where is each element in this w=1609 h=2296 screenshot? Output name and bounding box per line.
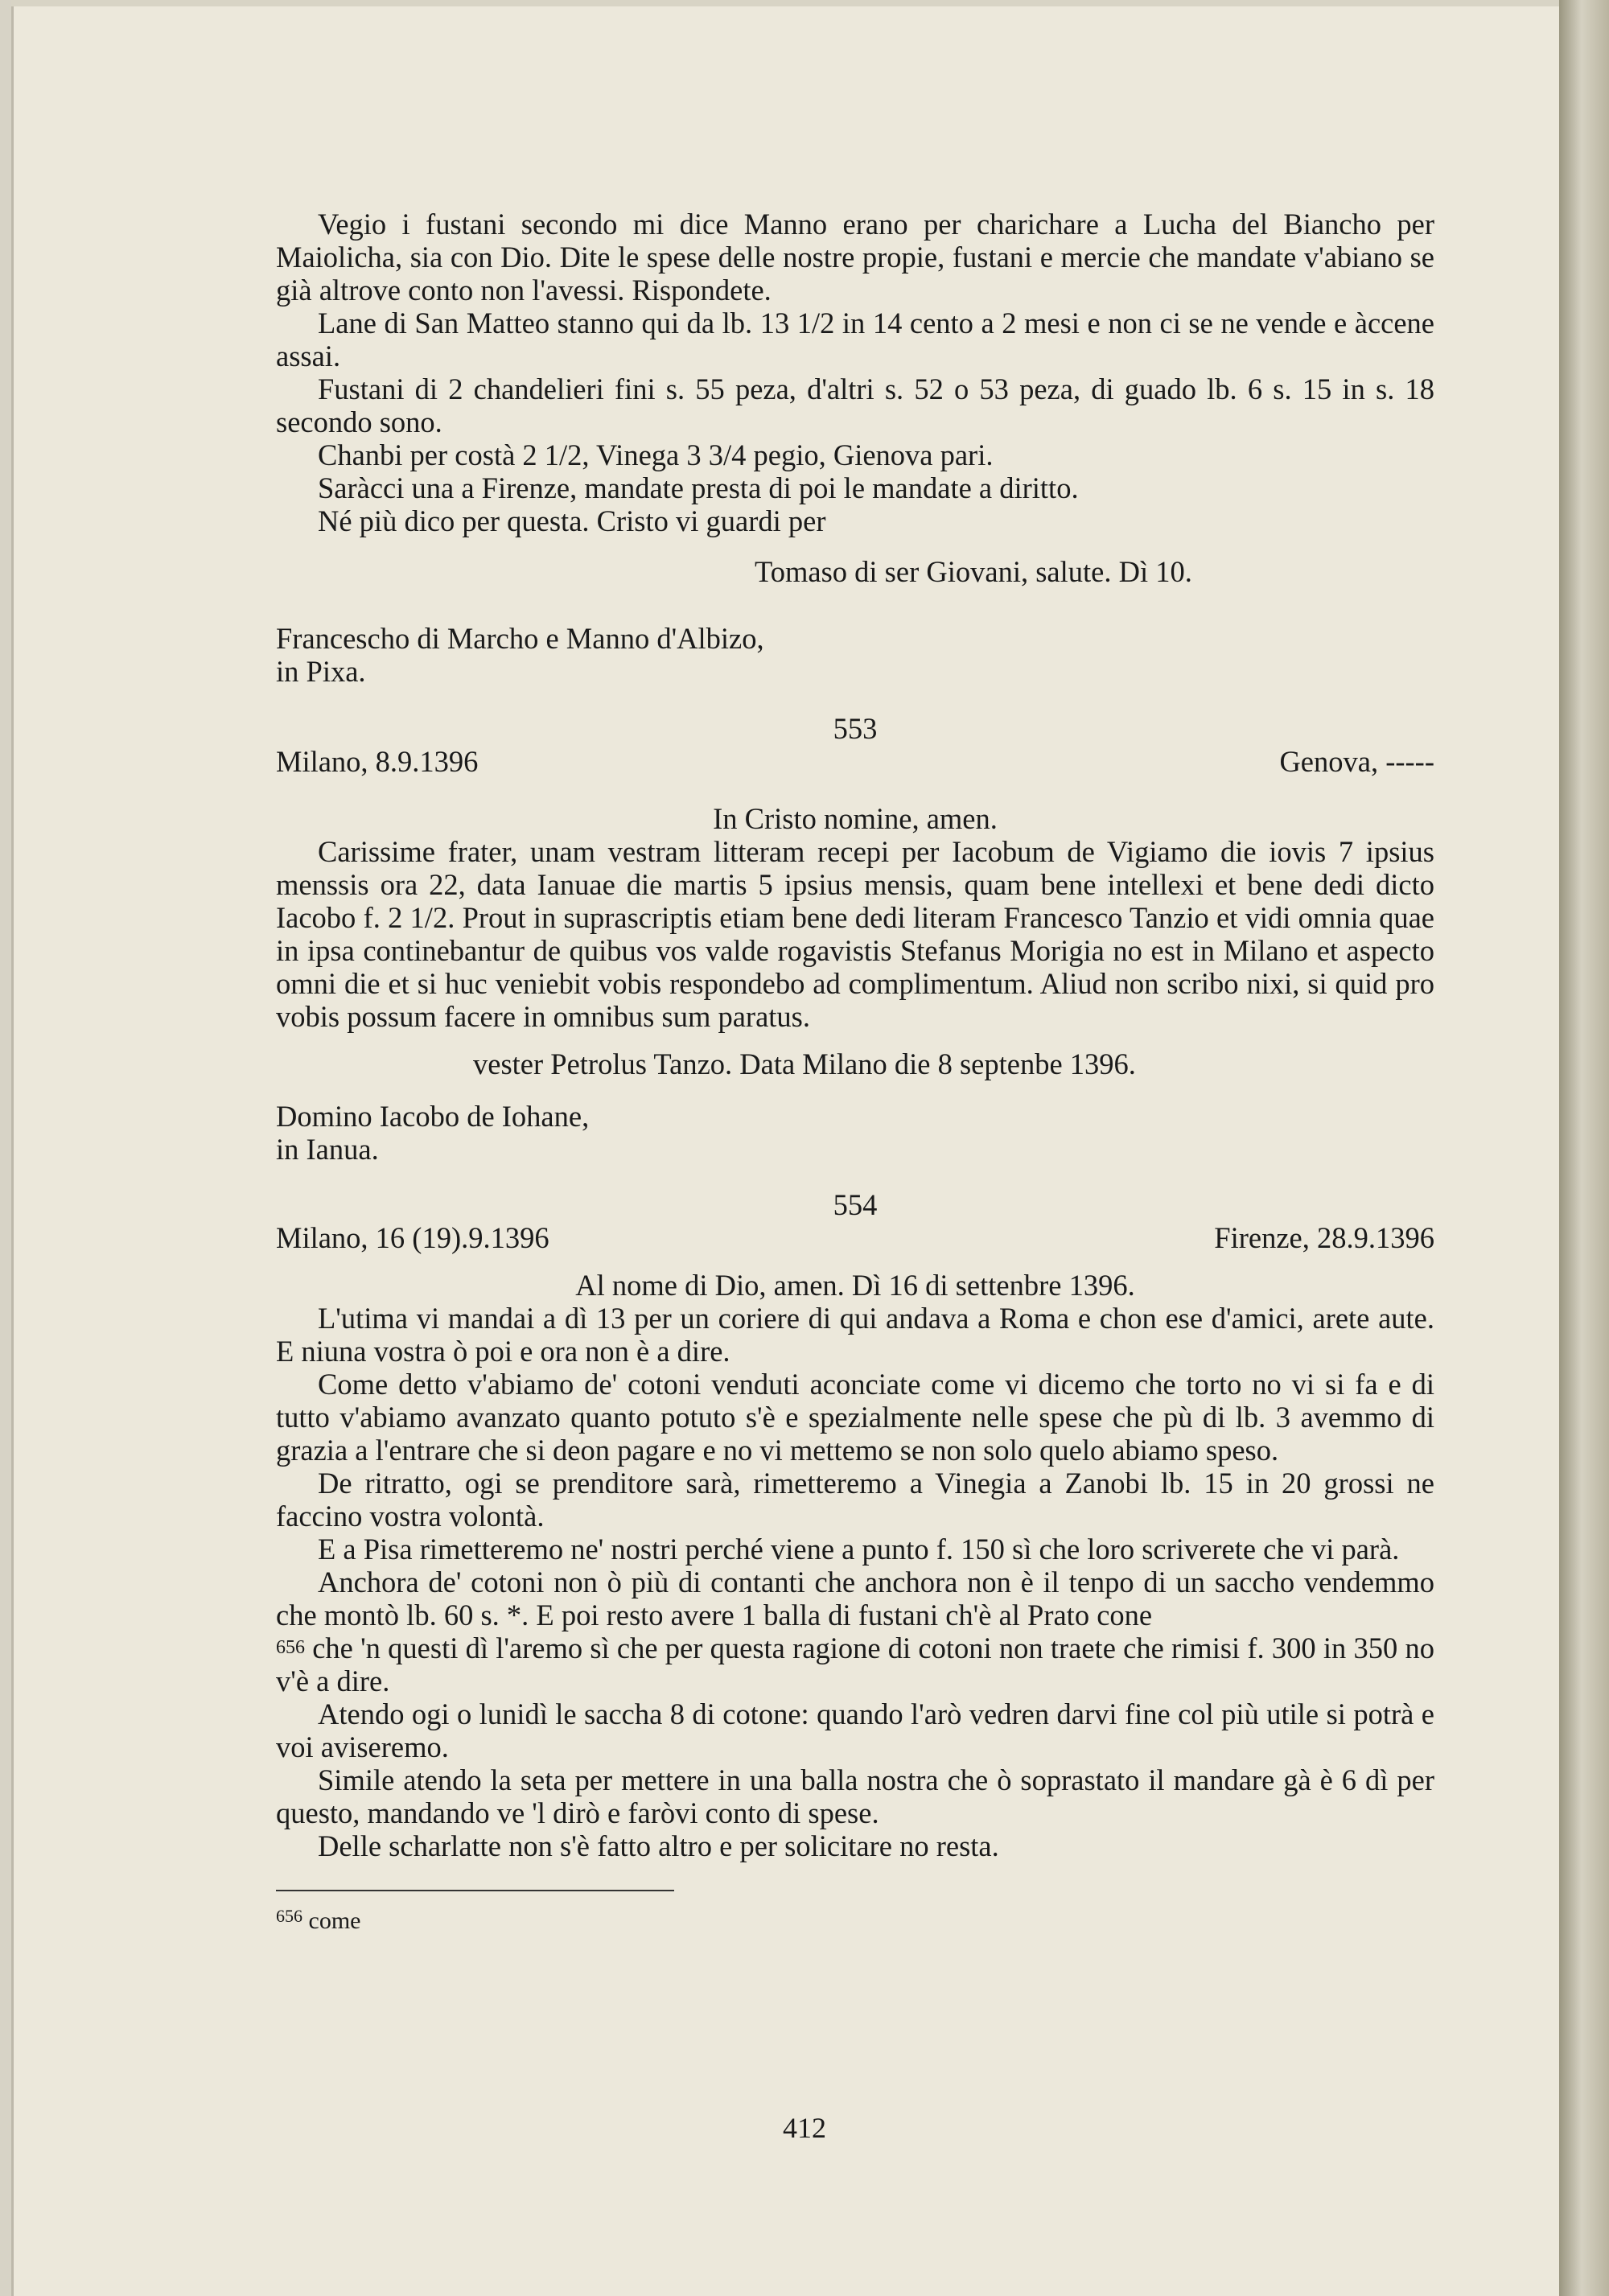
paragraph: E a Pisa rimetteremo ne' nostri perché viene a punto f. 150 sì che loro scriverete che vi parà.: [318, 1533, 1400, 1566]
book-spine: [1559, 0, 1609, 2296]
date-left: Milano, 16 (19).9.1396: [276, 1221, 549, 1254]
address-line: in Ianua.: [276, 1133, 379, 1166]
letter-dateline: [276, 745, 1434, 778]
paragraph: [276, 1566, 1434, 1697]
paragraph: Chanbi per costà 2 1/2, Vinega 3 3/4 pegio, Gienova pari.: [318, 438, 994, 471]
date-right: Firenze, 28.9.1396: [1214, 1221, 1434, 1254]
paragraph: Lane di San Matteo stanno qui da lb. 13 1/2 in 14 cento a 2 mesi e non ci se ne vende e àccene assai.: [276, 307, 1434, 372]
paragraph: Vegio i fustani secondo mi dice Manno erano per charichare a Lucha del Biancho per Maiolicha, sia con Dio. Dite le spese delle nostre propie, fustani e mercie che mandate v'abiano se già altrove conto non l'avessi. Rispondete.: [276, 208, 1434, 307]
footnote-rule: [276, 1890, 674, 1891]
paragraph: Simile atendo la seta per mettere in una balla nostra che ò soprastato il mandare gà è 6 dì per questo, mandando ve 'l dirò e faròvi conto di spese.: [276, 1763, 1434, 1829]
footnote-text: come: [308, 1907, 361, 1934]
address-line: Francescho di Marcho e Manno d'Albizo,: [276, 622, 764, 655]
top-edge: [11, 0, 1562, 6]
paragraph: De ritratto, ogi se prenditore sarà, rimetteremo a Vinegia a Zanobi lb. 15 in 20 grossi ne faccino vostra volontà.: [276, 1467, 1434, 1533]
letter-heading: In Cristo nomine, amen.: [713, 802, 998, 835]
signature: Tomaso di ser Giovani, salute. Dì 10.: [755, 555, 1192, 588]
paragraph: L'utima vi mandai a dì 13 per un coriere di qui andava a Roma e chon ese d'amici, arete aute. E niuna vostra ò poi e ora non è a dire.: [276, 1302, 1434, 1368]
page-number: 412: [783, 2112, 826, 2144]
letter-heading: Al nome di Dio, amen. Dì 16 di settenbre 1396.: [575, 1269, 1135, 1302]
letter-number: 554: [833, 1188, 878, 1221]
paragraph: Atendo ogi o lunidì le saccha 8 di cotone: quando l'arò vedren darvi fine col più utile si potrà e voi aviseremo.: [276, 1697, 1434, 1763]
signature: vester Petrolus Tanzo. Data Milano die 8 septenbe 1396.: [473, 1047, 1136, 1080]
footnote: [276, 1899, 1434, 1937]
footnote-number: 656: [276, 1906, 302, 1926]
address-line: in Pixa.: [276, 655, 366, 688]
paragraph: Carissime frater, unam vestram litteram recepi per Iacobum de Vigiamo die iovis 7 ipsius menssis ora 22, data Ianuae die martis 5 ipsius mensis, quam bene intellexi et bene dedi dicto Iacobo f. 2 1/2. Prout in suprascriptis etiam bene dedi literam Francesco Tanzio et vidi omnia quae in ipsa continebantur de quibus vos valde rogavistis Stefanus Morigia no est in Milano et aspecto omni die et si huc veniebit vobis respondebo ad complimentum. Aliud non scribo nixi, si quid pro vobis possum facere in omnibus sum paratus.: [276, 835, 1434, 1033]
date-right: Genova, -----: [1279, 745, 1434, 778]
address-line: Domino Iacobo de Iohane,: [276, 1100, 590, 1133]
paragraph: Saràcci una a Firenze, mandate presta di poi le mandate a diritto.: [318, 471, 1079, 504]
paragraph: Né più dico per questa. Cristo vi guardi per: [318, 504, 826, 537]
footnote-ref: 656: [276, 1637, 305, 1658]
paragraph-text: Anchora de' cotoni non ò più di contanti che anchora non è il tenpo di un saccho vendemmo che montò lb. 60 s. *. E poi resto avere 1 balla di fustani ch'è al Prato cone: [276, 1566, 1434, 1631]
paragraph: Come detto v'abiamo de' cotoni venduti aconciate come vi dicemo che torto no vi si fa e di tutto v'abiamo avanzato quanto potuto s'è e spezialmente nelle spese che pù di lb. 3 avemmo di grazia a l'entrare che si deon pagare e no vi mettemo se non solo quelo abiamo speso.: [276, 1368, 1434, 1467]
paragraph: Delle scharlatte non s'è fatto altro e per solicitare no resta.: [318, 1829, 999, 1862]
paragraph: Fustani di 2 chandelieri fini s. 55 peza, d'altri s. 52 o 53 peza, di guado lb. 6 s. 15 in s. 18 secondo sono.: [276, 372, 1434, 438]
letter-number: 553: [833, 712, 878, 745]
date-left: Milano, 8.9.1396: [276, 745, 479, 778]
paragraph-text: che 'n questi dì l'aremo sì che per questa ragione di cotoni non traete che rimisi f. 300 in 350 no v'è a dire.: [276, 1631, 1434, 1697]
page-content: [276, 208, 1434, 1937]
letter-dateline: [276, 1221, 1434, 1254]
